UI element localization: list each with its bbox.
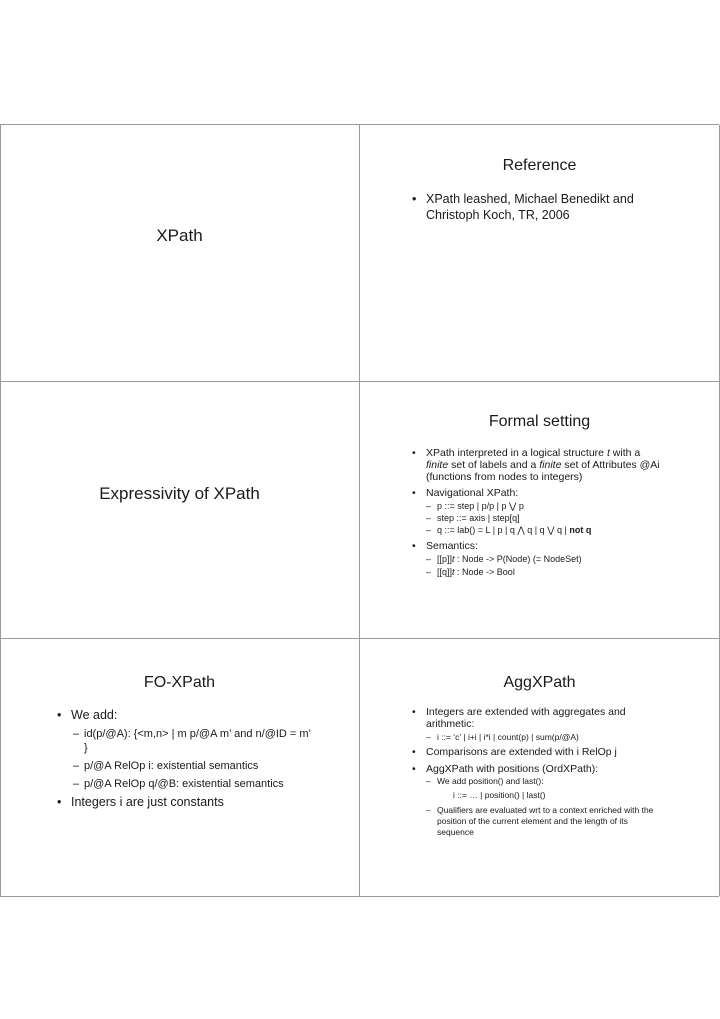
slide-body xyxy=(412,706,662,838)
slide-title: Formal setting xyxy=(488,413,591,430)
slide-body xyxy=(412,447,662,579)
bullet-item: • Navigational XPath: – p ::= step | p/p | p ⋁ p – step ::= axis | step[q] – q ::= lab() = L | p | q ⋀ q | q ⋁ q | not q xyxy=(412,487,662,536)
sub-bullet-item: – i ::= ‘c’ | i+i | i*i | count(p) | sum(p/@A) xyxy=(426,731,662,743)
sub-bullet-item: – We add position() and last(): i ::= … | position() | last() xyxy=(426,776,662,801)
bullet-item: • Semantics: – [[p]]t : Node -> P(Node) (= NodeSet) – [[q]]t : Node -> Bool xyxy=(412,540,662,579)
code-line: i ::= … | position() | last() xyxy=(453,790,546,800)
sub-bullet-item: – id(p/@A): {<m,n> | m p/@A m’ and n/@ID = m’ } xyxy=(73,727,317,755)
slide-title: FO-XPath xyxy=(143,674,216,691)
slide-title: XPath xyxy=(156,226,203,245)
sub-bullet-item: – q ::= lab() = L | p | q ⋀ q | q ⋁ q | not q xyxy=(426,524,662,536)
sub-bullet-item: – p/@A RelOp i: existential semantics xyxy=(73,759,317,773)
slide-xpath xyxy=(0,125,359,382)
sub-bullet-item: – p/@A RelOp q/@B: existential semantics xyxy=(73,777,317,791)
slide-title: Reference xyxy=(502,157,577,174)
slide-reference xyxy=(360,125,719,382)
slide-grid xyxy=(0,124,719,897)
bullet-item: • Integers i are just constants xyxy=(57,794,317,810)
slide-body xyxy=(412,191,662,223)
slide-formal-setting xyxy=(360,382,719,639)
slide-fo-xpath xyxy=(0,639,359,896)
sub-bullet-item: – p ::= step | p/p | p ⋁ p xyxy=(426,500,662,512)
sub-bullet-item: – [[p]]t : Node -> P(Node) (= NodeSet) xyxy=(426,553,662,566)
bullet-item: • We add: – id(p/@A): {<m,n> | m p/@A m’ and n/@ID = m’ } – p/@A RelOp i: existential semantics – p/@A RelOp q/@B: existential semantics xyxy=(57,707,317,791)
slide-title: AggXPath xyxy=(503,674,576,691)
slide-title: Expressivity of XPath xyxy=(99,484,260,503)
sub-bullet-item: – [[q]]t : Node -> Bool xyxy=(426,566,662,579)
bullet-item: • Integers are extended with aggregates and arithmetic: – i ::= ‘c’ | i+i | i*i | count(p) | sum(p/@A) xyxy=(412,706,662,743)
sub-bullet-item: – Qualifiers are evaluated wrt to a context enriched with the position of the current element and the length of its sequence xyxy=(426,805,662,838)
sub-bullet-item: – step ::= axis | step[q] xyxy=(426,512,662,524)
bullet-item: • AggXPath with positions (OrdXPath): – We add position() and last(): i ::= … | position() | last() – Qualifiers are evaluated wrt to a context enriched with the position of the current element and the length of its sequence xyxy=(412,763,662,838)
bullet-item: • Comparisons are extended with i RelOp j xyxy=(412,746,662,758)
bullet-item: • XPath interpreted in a logical structure t with a finite set of labels and a finite set of Attributes @Ai (functions from nodes to integers) xyxy=(412,447,662,483)
bullet-item: • XPath leashed, Michael Benedikt and Christoph Koch, TR, 2006 xyxy=(412,191,662,223)
slide-expressivity xyxy=(0,382,359,639)
slide-body xyxy=(57,707,317,810)
slide-aggxpath xyxy=(360,639,719,896)
